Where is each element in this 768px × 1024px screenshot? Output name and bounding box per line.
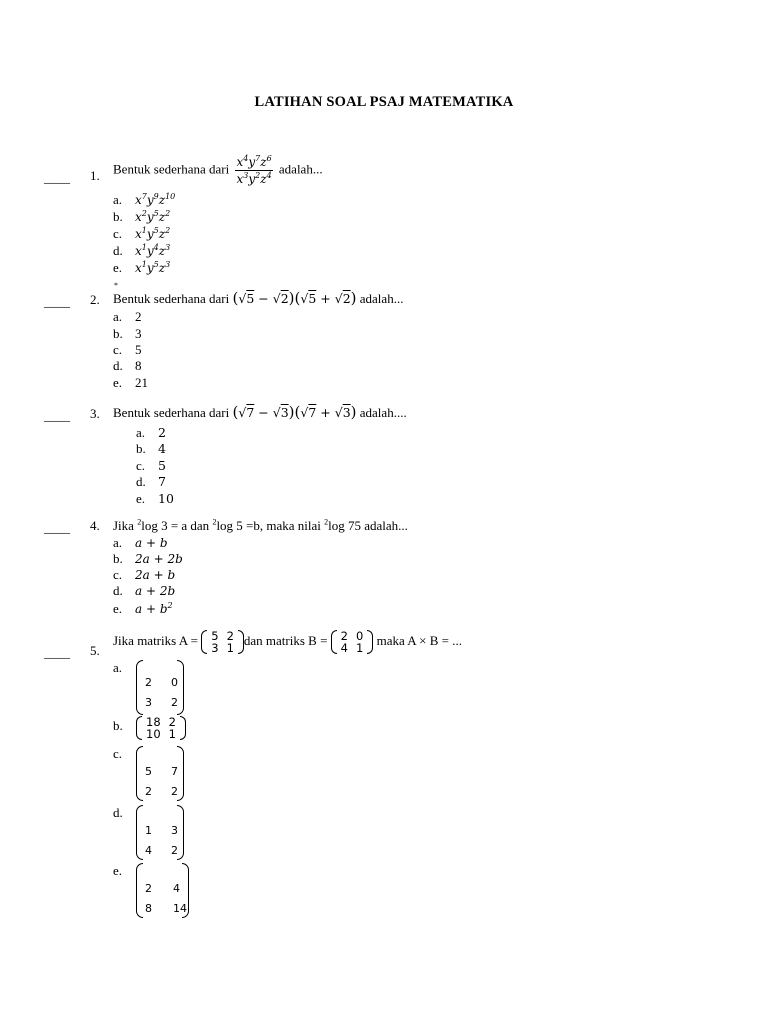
question-number: 5. [90, 643, 100, 658]
option-b-matrix: 18 2 10 1 [136, 716, 186, 740]
option-e: e. 10 [136, 491, 174, 506]
option-a: a. 2 [113, 309, 142, 324]
answer-blank: ____ [44, 170, 70, 185]
option-b: b. 4 [136, 441, 166, 456]
fraction [235, 155, 272, 186]
option-c-label: c. [113, 746, 123, 761]
question-number: 2. [90, 292, 100, 307]
answer-blank: ____ [44, 520, 70, 535]
question-stem: Bentuk sederhana dari $\frac{x^4y^7z^6}{x^3y^2z^4}$ adalah... [113, 154, 323, 186]
answer-blank: ____ [44, 408, 70, 423]
fraction-denominator: $x^3y^2z^4$ [236, 171, 272, 186]
question-number: 4. [90, 518, 100, 533]
option-c: c. 5 [136, 458, 166, 473]
option-e-matrix: 2 4 8 14 [136, 863, 189, 918]
question-number: 3. [90, 406, 100, 421]
question-stem: Jika $^2$log 3 = a dan $^2$log 5 =b, maka nilai $^2$log 75 adalah... [113, 517, 408, 533]
option-a: a. a + b [113, 535, 168, 550]
option-d: d. 7 [136, 474, 166, 489]
option-b-label: b. [113, 718, 123, 733]
question-stem: Bentuk sederhana dari (√7 − √3)(√7 + √3) adalah.... [113, 403, 407, 421]
option-b: b. $x^2y^5z^2$ [113, 209, 171, 224]
option-d-label: d. [113, 805, 123, 820]
option-c: c. $x^1y^5z^2$ [113, 226, 171, 241]
option-a-matrix: 2 0 3 2 [136, 660, 184, 715]
option-a: a. 2 [136, 425, 166, 440]
matrix-a: 5 2 3 1 [201, 630, 244, 654]
option-e: e. $x^1y^5z^3$ [113, 260, 171, 275]
page-title: LATIHAN SOAL PSAJ MATEMATIKA [254, 94, 514, 110]
option-e: e. 21 [113, 375, 148, 390]
matrix-b: 2 0 4 1 [331, 630, 374, 654]
option-a-label: a. [113, 660, 123, 675]
option-d: d. 8 [113, 358, 142, 373]
stray-mark: * [114, 281, 118, 290]
option-c: c. 2a + b [113, 567, 176, 582]
option-b: b. 2a + 2b [113, 551, 183, 566]
option-a: a. $x^7y^9z^{10}$ [113, 192, 176, 207]
option-d: d. $x^1y^4z^3$ [113, 243, 171, 258]
answer-blank: ____ [44, 294, 70, 309]
answer-blank: ____ [44, 645, 70, 660]
option-b: b. 3 [113, 326, 142, 341]
option-c-matrix: 5 7 2 2 [136, 746, 184, 801]
option-e: e. $a + b^2$ [113, 601, 173, 616]
option-d: d. a + 2b [113, 583, 176, 598]
option-c: c. 5 [113, 342, 142, 357]
fraction-numerator: $x^4y^7z^6$ [236, 154, 272, 169]
radical-expression: (√7 − √3)(√7 + √3) [232, 403, 357, 421]
question-stem: Jika matriks A = 5 2 3 1 dan matriks B = 2 0 4 1 maka A × B = ... [113, 629, 463, 655]
question-number: 1. [90, 168, 100, 183]
radical-expression: (√5 − √2)(√5 + √2) [232, 289, 357, 307]
option-d-matrix: 1 3 4 2 [136, 805, 184, 860]
option-e-label: e. [113, 863, 123, 878]
question-stem: Bentuk sederhana dari (√5 − √2)(√5 + √2) adalah... [113, 289, 404, 307]
